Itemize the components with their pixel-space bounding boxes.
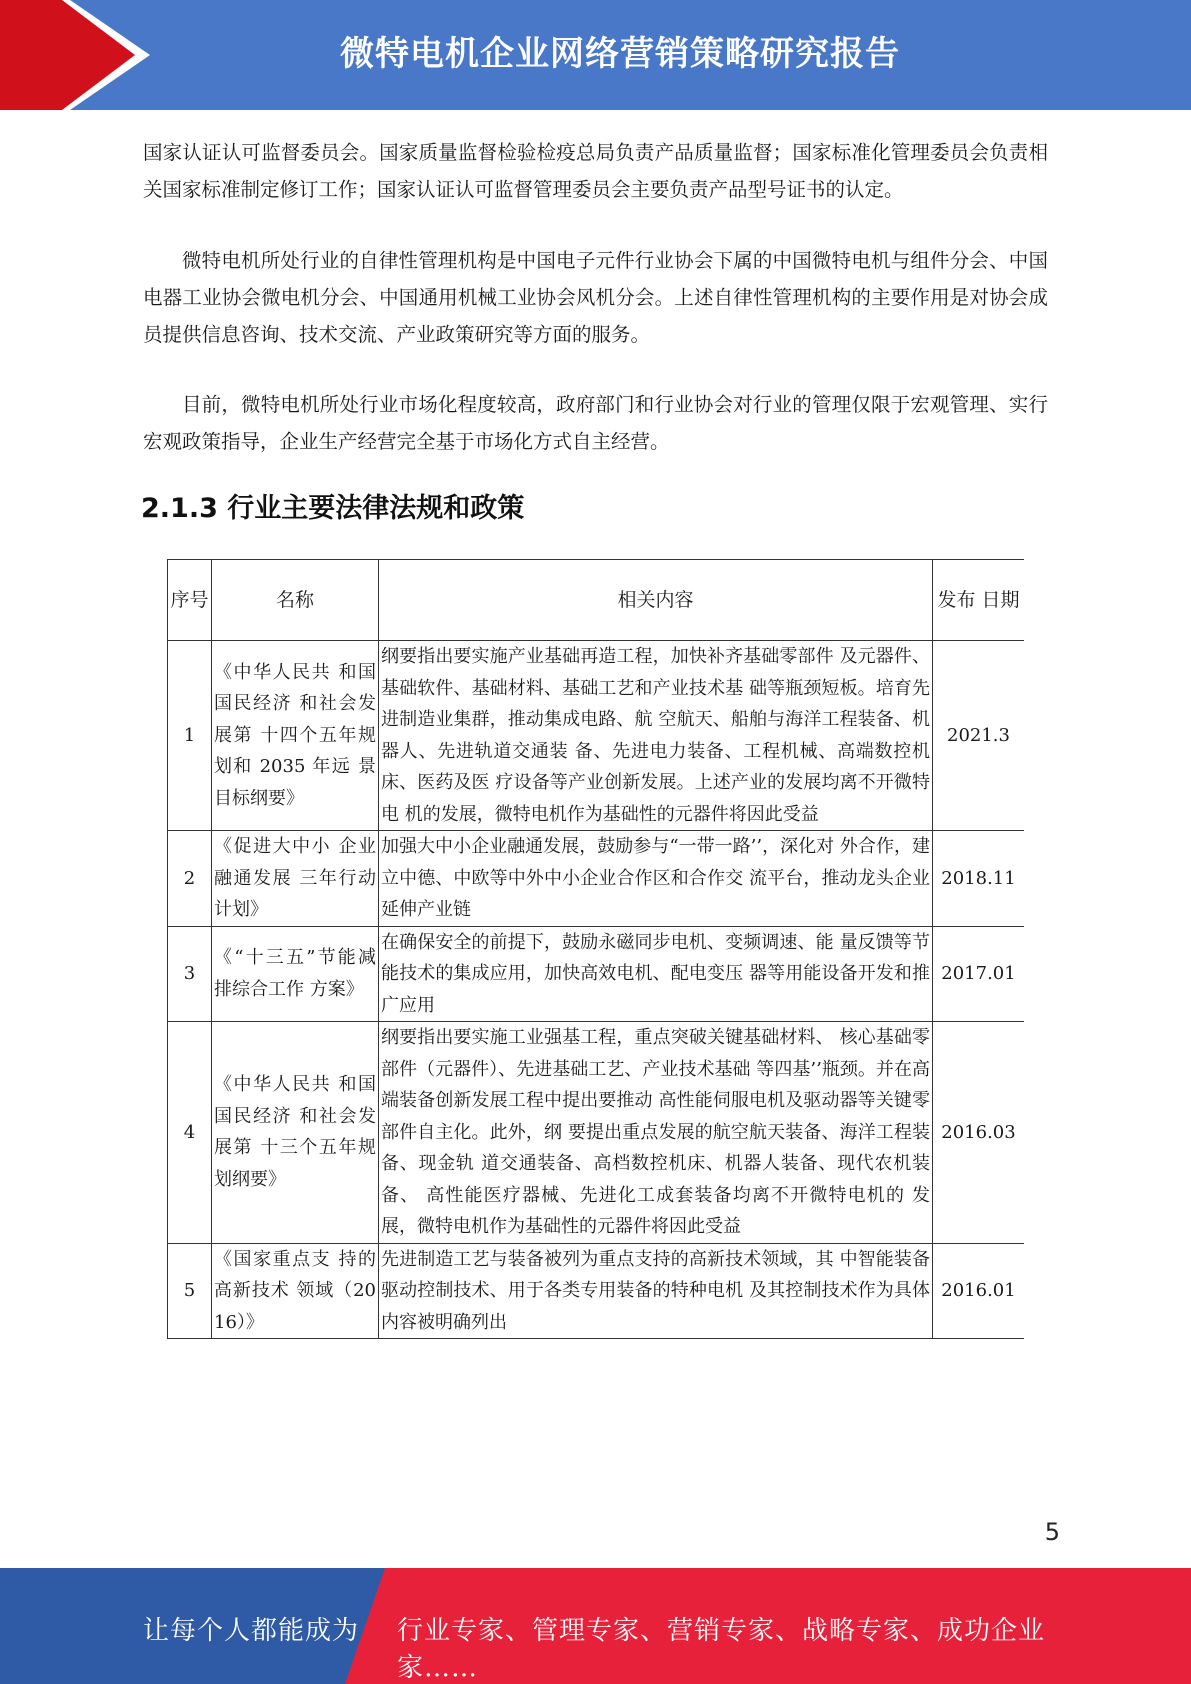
release-date: 2018.11: [933, 831, 1025, 927]
table-row: [168, 641, 1025, 831]
footer-slogan-left: 让每个人都能成为: [143, 1616, 360, 1646]
footer-slogan-right: 行业专家、管理专家、营销专家、战略专家、成功企业家……: [397, 1616, 1046, 1683]
page-number: 5: [1044, 1518, 1060, 1546]
policy-content: 先进制造工艺与装备被列为重点支持的高新技术领域，其 中智能装备驱动控制技术、用于各类专用装备的特种电机 及其控制技术作为具体内容被明确列出: [379, 1243, 933, 1339]
table-header-row: [168, 560, 1025, 641]
table-row: [168, 1022, 1025, 1244]
release-date: 2016.03: [933, 1022, 1025, 1244]
policy-name: 《中华人民共 和国国民经济 和社会发展第 十四个五年规 划和 2035 年远 景目标纲要》: [212, 641, 379, 831]
table-row: [168, 1243, 1025, 1339]
policy-table: [167, 559, 1024, 1339]
column-header-num: 序号: [168, 560, 212, 641]
policy-content: 纲要指出要实施产业基础再造工程，加快补齐基础零部件 及元器件、基础软件、基础材料、基础工艺和产业技术基 础等瓶颈短板。培育先进制造业集群，推动集成电路、航 空航天、船舶与海洋工程装备、机器人、先进轨道交通装 备、先进电力装备、工程机械、高端数控机床、医药及医 疗设备等产业创新发展。上述产业的发展均离不开微特电 机的发展，微特电机作为基础性的元器件将因此受益: [379, 641, 933, 831]
body-paragraph: 国家认证认可监督委员会。国家质量监督检验检疫总局负责产品质量监督；国家标准化管理委员会负责相关国家标准制定修订工作；国家认证认可监督管理委员会主要负责产品型号证书的认定。: [143, 141, 1048, 201]
policy-content: 加强大中小企业融通发展，鼓励参与“一带一路’’，深化对 外合作，建立中德、中欧等中外中小企业合作区和合作交 流平台，推动龙头企业延伸产业链: [379, 831, 933, 927]
row-number: 1: [168, 641, 212, 831]
row-number: 4: [168, 1022, 212, 1244]
policy-table-container: [167, 559, 1024, 1469]
column-header-content: 相关内容: [379, 560, 933, 641]
section-heading: 2.1.3 行业主要法律法规和政策: [141, 493, 525, 524]
table-row: [168, 926, 1025, 1022]
column-header-name: 名称: [212, 560, 379, 641]
body-paragraph: 目前，微特电机所处行业市场化程度较高，政府部门和行业协会对行业的管理仅限于宏观管理、实行宏观政策指导，企业生产经营完全基于市场化方式自主经营。: [143, 393, 1048, 453]
release-date: 2021.3: [933, 641, 1025, 831]
column-header-date: 发布 日期: [933, 560, 1025, 641]
release-date: 2016.01: [933, 1243, 1025, 1339]
release-date: 2017.01: [933, 926, 1025, 1022]
policy-content: 在确保安全的前提下，鼓励永磁同步电机、变频调速、能 量反馈等节能技术的集成应用，加快高效电机、配电变压 器等用能设备开发和推广应用: [379, 926, 933, 1022]
policy-content: 纲要指出要实施工业强基工程，重点突破关键基础材料、 核心基础零部件（元器件）、先进基础工艺、产业技术基础 等四基’’瓶颈。并在高端装备创新发展工程中提出要推动 高性能伺服电机及驱动器等关键零部件自主化。此外，纲 要提出重点发展的航空航天装备、海洋工程装备、现金轨 道交通装备、高档数控机床、机器人装备、现代农机装备、 高性能医疗器械、先进化工成套装备均离不开微特电机的 发展，微特电机作为基础性的元器件将因此受益: [379, 1022, 933, 1244]
row-number: 2: [168, 831, 212, 927]
report-title: 微特电机企业网络营销策略研究报告: [340, 34, 900, 74]
policy-name: 《中华人民共 和国国民经济 和社会发展第 十三个五年规 划纲要》: [212, 1022, 379, 1244]
policy-name: 《“十三五”节能减排综合工作 方案》: [212, 926, 379, 1022]
body-paragraph: 微特电机所处行业的自律性管理机构是中国电子元件行业协会下属的中国微特电机与组件分会、中国电器工业协会微电机分会、中国通用机械工业协会风机分会。上述自律性管理机构的主要作用是对协会成员提供信息咨询、技术交流、产业政策研究等方面的服务。: [143, 249, 1048, 346]
table-row: [168, 831, 1025, 927]
row-number: 5: [168, 1243, 212, 1339]
policy-name: 《促进大中小 企业融通发展 三年行动计划》: [212, 831, 379, 927]
row-number: 3: [168, 926, 212, 1022]
policy-name: 《国家重点支 持的高新技术 领域（2016）》: [212, 1243, 379, 1339]
header-arrow-decoration: [0, 0, 160, 110]
